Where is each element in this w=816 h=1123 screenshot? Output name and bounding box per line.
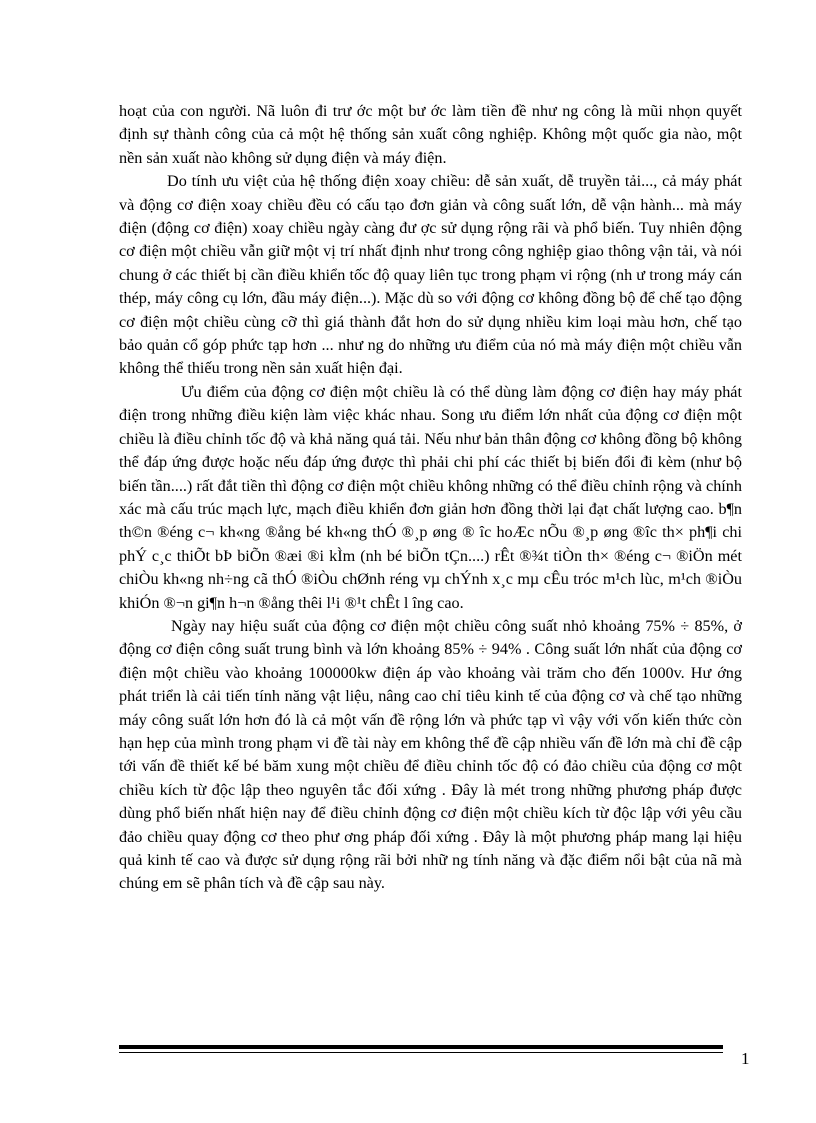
paragraph-efficiency-and-topic: Ngày nay hiệu suất của động cơ điện một chiều công suất nhỏ khoảng 75% ÷ 85%, ở động cơ điện công suất trung bình và lớn khoảng 85% ÷ 94% . Công suất lớn nhất của động cơ điện một chiều vào khoảng 100000kw điện áp vào khoảng vài trăm cho đến 1000v. Hư ớng phát triển là cải tiến tính năng vật liệu, nâng cao chỉ tiêu kinh tế của động cơ và chế tạo những máy công suất lớn hơn đó là cả một vấn đề rộng lớn và phức tạp vì vậy với vốn kiến thức còn hạn hẹp của mình trong phạm vi đề tài này em không thể đề cập nhiều vấn đề lớn mà chỉ đề cập tới vấn đề thiết kế bé băm xung một chiều để điều chỉnh tốc độ có đảo chiều của động cơ một chiều kích từ độc lập theo nguyên tắc đối xứng . Đây là mét trong những phương pháp được dùng phổ biến nhất hiện nay để điều chỉnh động cơ điện một chiều kích từ độc lập với yêu cầu đảo chiều quay động cơ theo phư ơng pháp đối xứng . Đây là một phương pháp mang lại hiệu quả kinh tế cao và được sử dụng rộng rãi bởi nhữ ng tính năng và đặc điểm nổi bật của nã mà chúng em sẽ phân tích và đề cập sau này. xyxy=(119,616,742,893)
footer-rule-thin xyxy=(119,1052,723,1053)
paragraph-dc-advantages: Ưu điểm của động cơ điện một chiều là có thể dùng làm động cơ điện hay máy phát điện trong những điều kiện làm việc khác nhau. Song ưu điểm lớn nhất của động cơ điện một chiều là điều chỉnh tốc độ và khả năng quá tải. Nếu như bản thân động cơ không đồng bộ không thể đáp ứng được hoặc nếu đáp ứng được thì phải chi phí các thiết bị biến đổi đi kèm (như bộ biến tần....) rất đắt tiền thì động cơ điện một chiều không những có thể điều chỉnh rộng và chính xác mà cấu trúc mạch lực, mạch điều khiển đơn giản hơn đồng thời lại đạt chất lượng cao. b¶n th©n ®éng c¬ kh«ng ®ång bé kh«ng thÓ ®¸p øng ® îc hoÆc nÕu ®¸p øng ®îc th× ph¶i chi phÝ c¸c thiÕt bÞ biÕn ®æi ®i kÌm (nh bé biÕn tÇn....) rÊt ®¾t tiÒn th× ®éng c¬ ®iÖn mét chiÒu kh«ng nh÷ng cã thÓ ®iÒu chØnh réng vµ chÝnh x¸c mµ cÊu tróc m¹ch lùc, m¹ch ®iÒu khiÓn ®¬n gi¶n h¬n ®ång thêi l¹i ®¹t chÊt l îng cao. xyxy=(119,382,742,612)
paragraph-intro-continuation: hoạt của con người. Nã luôn đi trư ớc một bư ớc làm tiền đề như ng công là mũi nhọn quyết định sự thành công của cả một hệ thống sản xuất công nghiệp. Không một quốc gia nào, một nền sản xuất nào không sử dụng điện và máy điện. xyxy=(119,102,742,167)
page-number: 1 xyxy=(741,1049,750,1068)
footer-rule-thick xyxy=(119,1045,723,1049)
paragraph-ac-vs-dc: Do tính ưu việt của hệ thống điện xoay chiều: dễ sản xuất, dễ truyền tải..., cả máy phát và động cơ điện xoay chiều đều có cấu tạo đơn giản và công suất lớn, dễ vận hành... mà máy điện (động cơ điện) xoay chiều ngày càng đư ợc sử dụng rộng rãi và phổ biến. Tuy nhiên động cơ điện một chiều vẫn giữ một vị trí nhất định như trong công nghiệp giao thông vận tải, và nói chung ở các thiết bị cần điều khiển tốc độ quay liên tục trong phạm vi rộng (nh ư trong máy cán thép, máy công cụ lớn, đầu máy điện...). Mặc dù so với động cơ không đồng bộ để chế tạo động cơ điện một chiều cùng cỡ thì giá thành đắt hơn do sử dụng nhiều kim loại màu hơn, chế tạo bảo quản cổ góp phức tạp hơn ... như ng do những ưu điểm của nó mà máy điện một chiều vẫn không thể thiếu trong nền sản xuất hiện đại. xyxy=(119,172,742,378)
document-body xyxy=(119,100,742,896)
